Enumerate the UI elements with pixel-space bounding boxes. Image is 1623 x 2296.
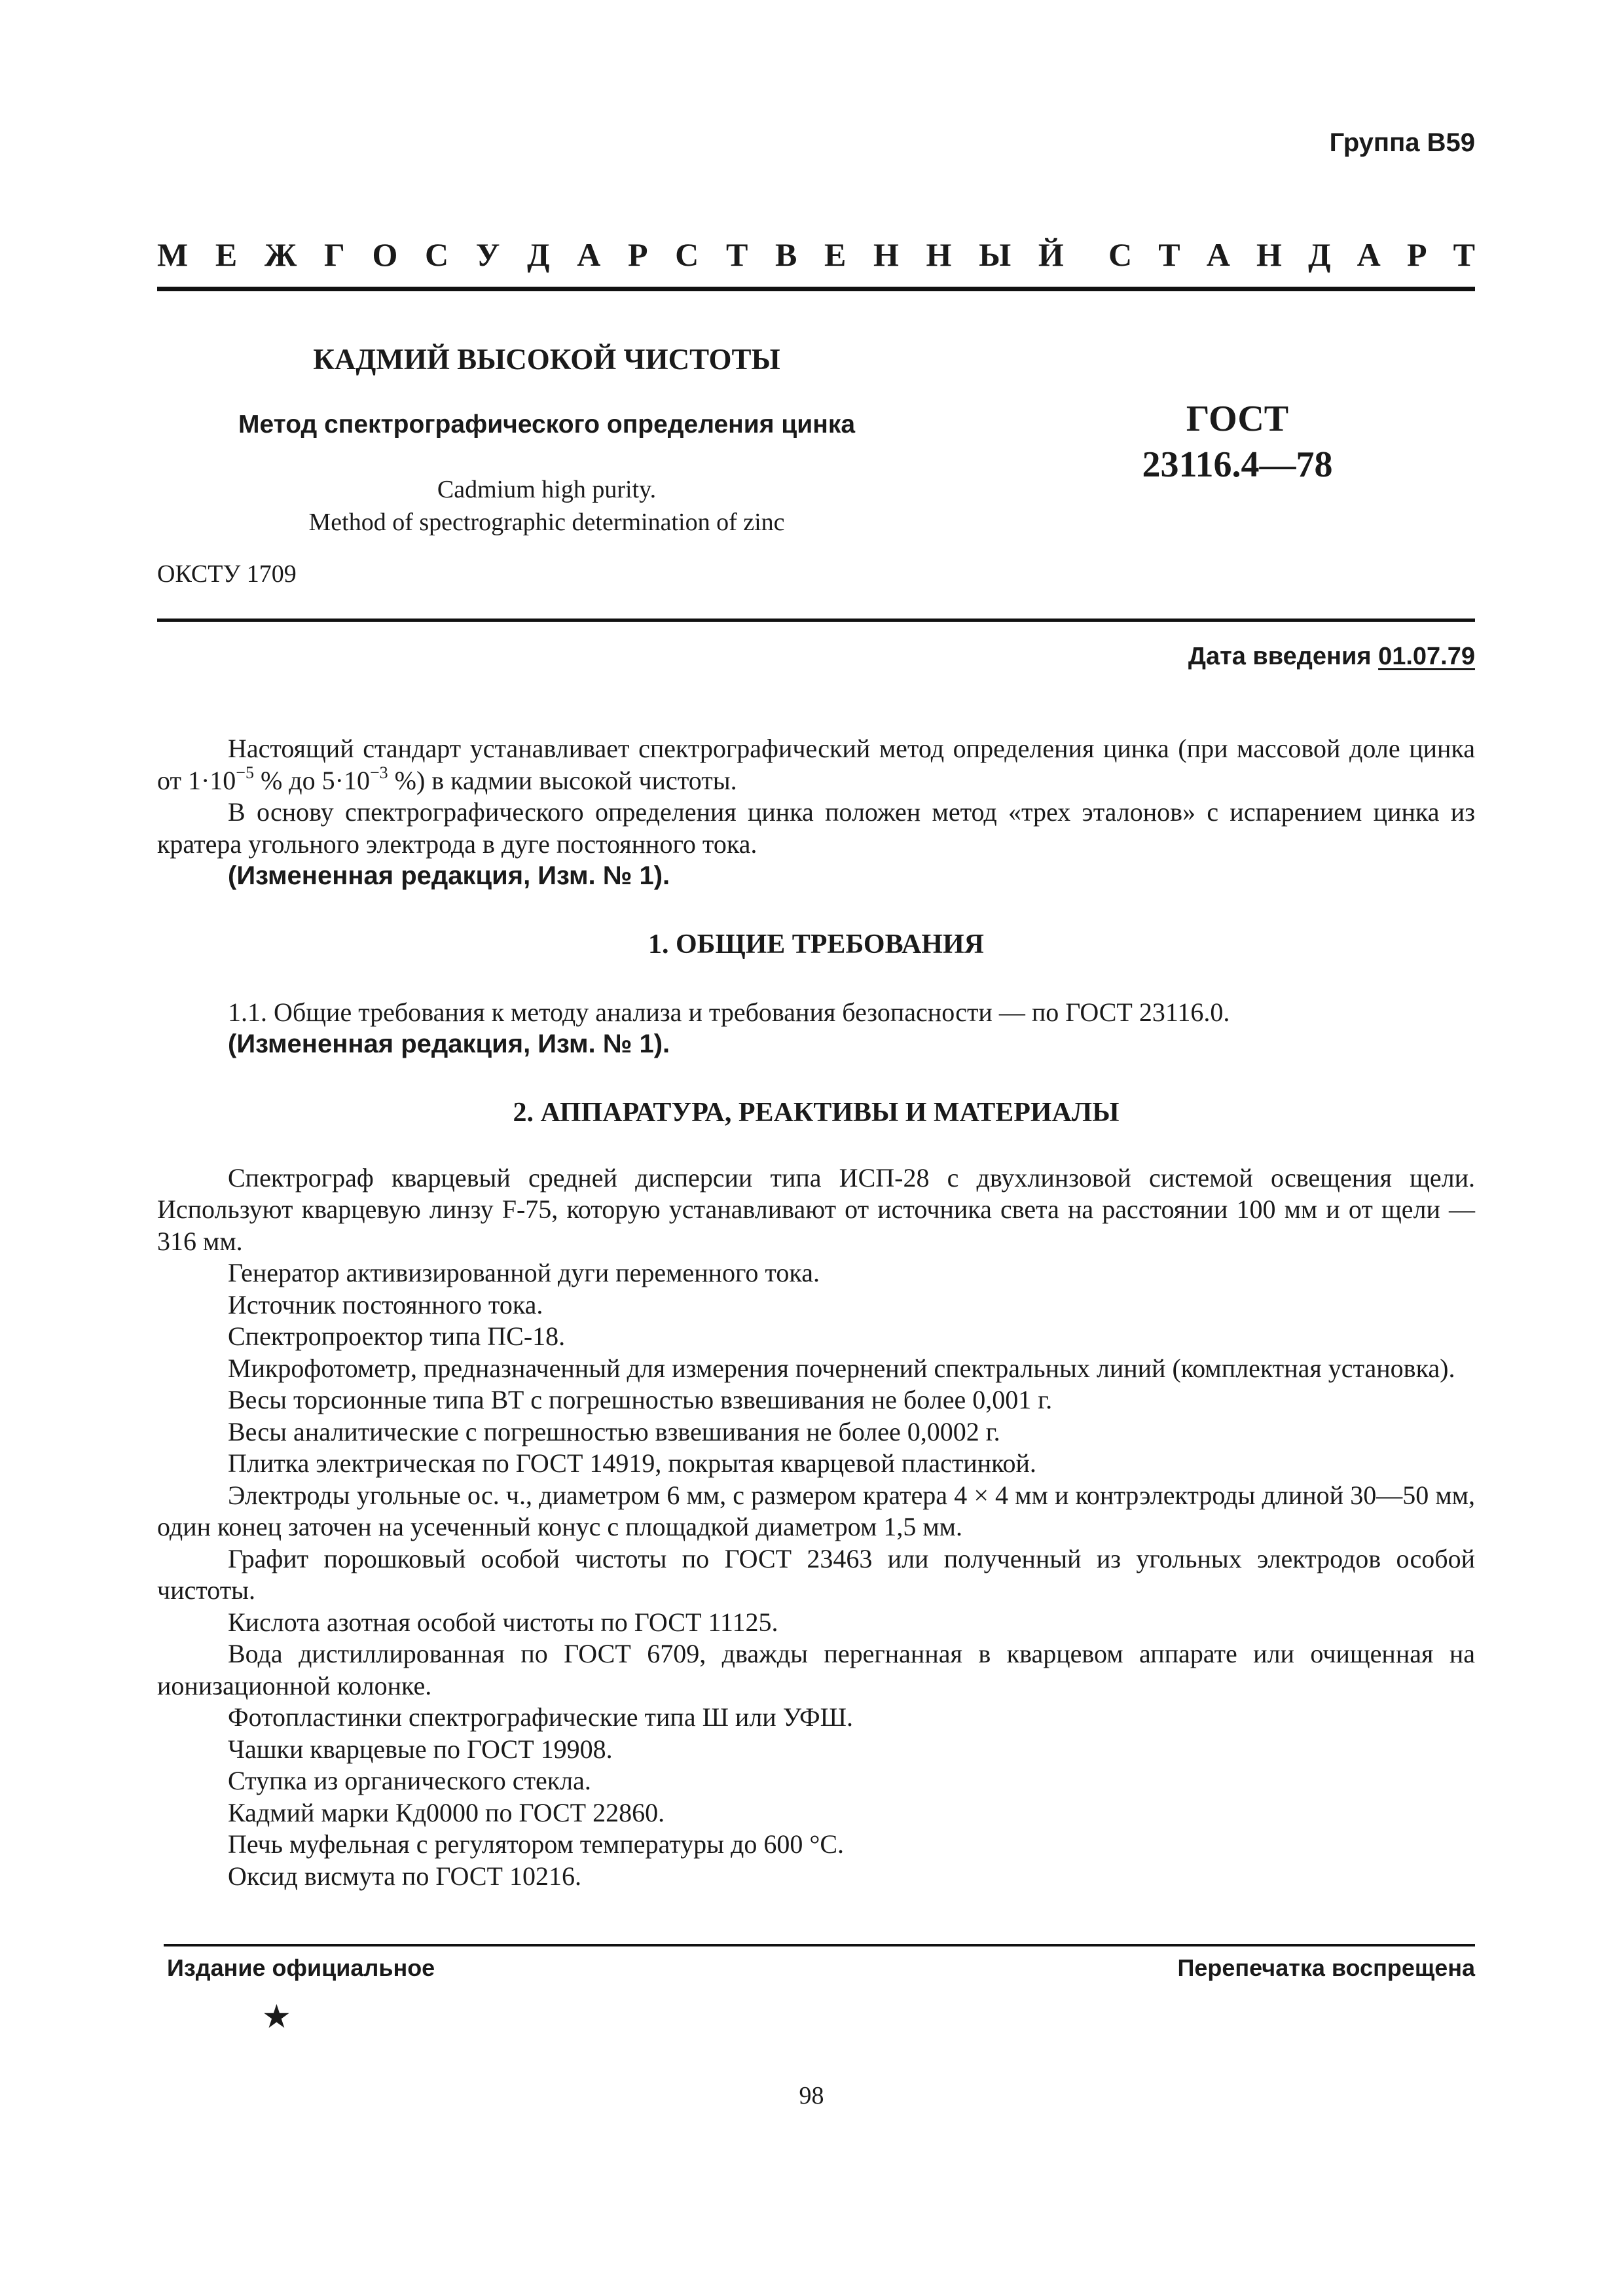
gost-number: 23116.4—78: [1142, 444, 1333, 485]
english-title-line-1: Cadmium high purity.: [437, 476, 657, 503]
document-title: КАДМИЙ ВЫСОКОЙ ЧИСТОТЫ: [313, 343, 780, 376]
effective-date-label: Дата введения: [1188, 643, 1372, 670]
equipment-item: Электроды угольные ос. ч., диаметром 6 мм, с размером кратера 4 × 4 мм и контрэлектроды длиной 30—50 мм, один конец заточен на усеченный конус с площадкой диаметром 1,5 мм.: [157, 1480, 1475, 1541]
equipment-item: Кадмий марки Кд0000 по ГОСТ 22860.: [228, 1797, 665, 1827]
intro-paragraph-1: Настоящий стандарт устанавливает спектрографический метод определения цинка (при массовой доле цинка от $1\cdot 10^{-5}$ % до $5\cdot 10^{-3}$ %) в кадмии высокой чистоты.: [157, 734, 1475, 795]
document-body: [157, 733, 1475, 1892]
english-title-line-2: Method of spectrographic determination of zinc: [308, 509, 785, 536]
intro-amendment-note: (Измененная редакция, Изм. № 1).: [228, 861, 670, 890]
group-code: Группа В59: [1329, 128, 1475, 157]
equipment-item: Спектрограф кварцевый средней дисперсии типа ИСП-28 с двухлинзовой системой освещения щели. Используют кварцевую линзу F-75, которую устанавливают от источника света на расстоянии 100 мм и от щели — 316 мм.: [157, 1162, 1475, 1256]
official-edition-label: Издание официальное: [167, 1954, 435, 1981]
banner-word-2: С Т А Н Д А Р Т: [1108, 236, 1475, 273]
document-subtitle: Метод спектрографического определения цинка: [238, 410, 856, 439]
section-1-paragraph: 1.1. Общие требования к методу анализа и требования безопасности — по ГОСТ 23116.0.: [228, 997, 1230, 1027]
top-rule: [157, 287, 1475, 291]
equipment-item: Печь муфельная с регулятором температуры до 600 °С.: [228, 1829, 845, 1859]
section-1-heading: 1. ОБЩИЕ ТРЕБОВАНИЯ: [648, 929, 984, 960]
equipment-item: Весы аналитические с погрешностью взвешивания не более 0,0002 г.: [228, 1416, 1000, 1446]
section-1-amendment-note: (Измененная редакция, Изм. № 1).: [228, 1030, 670, 1058]
section-2-heading: 2. АППАРАТУРА, РЕАКТИВЫ И МАТЕРИАЛЫ: [513, 1097, 1120, 1128]
intro-paragraph-2: В основу спектрографического определения цинка положен метод «трех эталонов» с испарением цинка из кратера угольного электрода в дуге постоянного тока.: [157, 797, 1475, 859]
equipment-item: Графит порошковый особой чистоты по ГОСТ 23463 или полученный из угольных электродов особой чистоты.: [157, 1543, 1475, 1605]
equipment-item: Спектропроектор типа ПС-18.: [228, 1321, 566, 1351]
equipment-list: [157, 1162, 1475, 1893]
page-number: 98: [799, 2082, 824, 2109]
standard-banner: [157, 236, 1475, 274]
effective-date: [1188, 643, 1475, 671]
star-icon: ★: [262, 1998, 291, 2035]
footer-rule: [164, 1944, 1475, 1946]
effective-date-value: 01.07.79: [1378, 643, 1475, 670]
equipment-item: Генератор активизированной дуги переменного тока.: [228, 1258, 820, 1287]
gost-designation: [1087, 396, 1388, 488]
equipment-item: Вода дистиллированная по ГОСТ 6709, дважды перегнанная в кварцевом аппарате или очищенная на ионизационной колонке.: [157, 1639, 1475, 1700]
equipment-item: Чашки кварцевые по ГОСТ 19908.: [228, 1734, 613, 1764]
equipment-item: Источник постоянного тока.: [228, 1289, 543, 1319]
equipment-item: Оксид висмута по ГОСТ 10216.: [228, 1861, 581, 1891]
equipment-item: Ступка из органического стекла.: [228, 1766, 591, 1795]
okstu-code: ОКСТУ 1709: [157, 560, 297, 588]
middle-rule: [157, 619, 1475, 622]
banner-word-1: М Е Ж Г О С У Д А Р С Т В Е Н Н Ы Й: [157, 236, 1064, 273]
reprint-prohibited-label: Перепечатка воспрещена: [1177, 1954, 1475, 1981]
equipment-item: Микрофотометр, предназначенный для измерения почернений спектральных линий (комплектная установка).: [228, 1353, 1455, 1383]
gost-label: ГОСТ: [1186, 399, 1289, 439]
english-title: [157, 473, 936, 539]
equipment-item: Плитка электрическая по ГОСТ 14919, покрытая кварцевой пластинкой.: [228, 1448, 1036, 1478]
equipment-item: Весы торсионные типа ВТ с погрешностью взвешивания не более 0,001 г.: [228, 1385, 1053, 1414]
equipment-item: Кислота азотная особой чистоты по ГОСТ 11125.: [228, 1607, 778, 1637]
equipment-item: Фотопластинки спектрографические типа Ш или УФШ.: [228, 1702, 853, 1732]
